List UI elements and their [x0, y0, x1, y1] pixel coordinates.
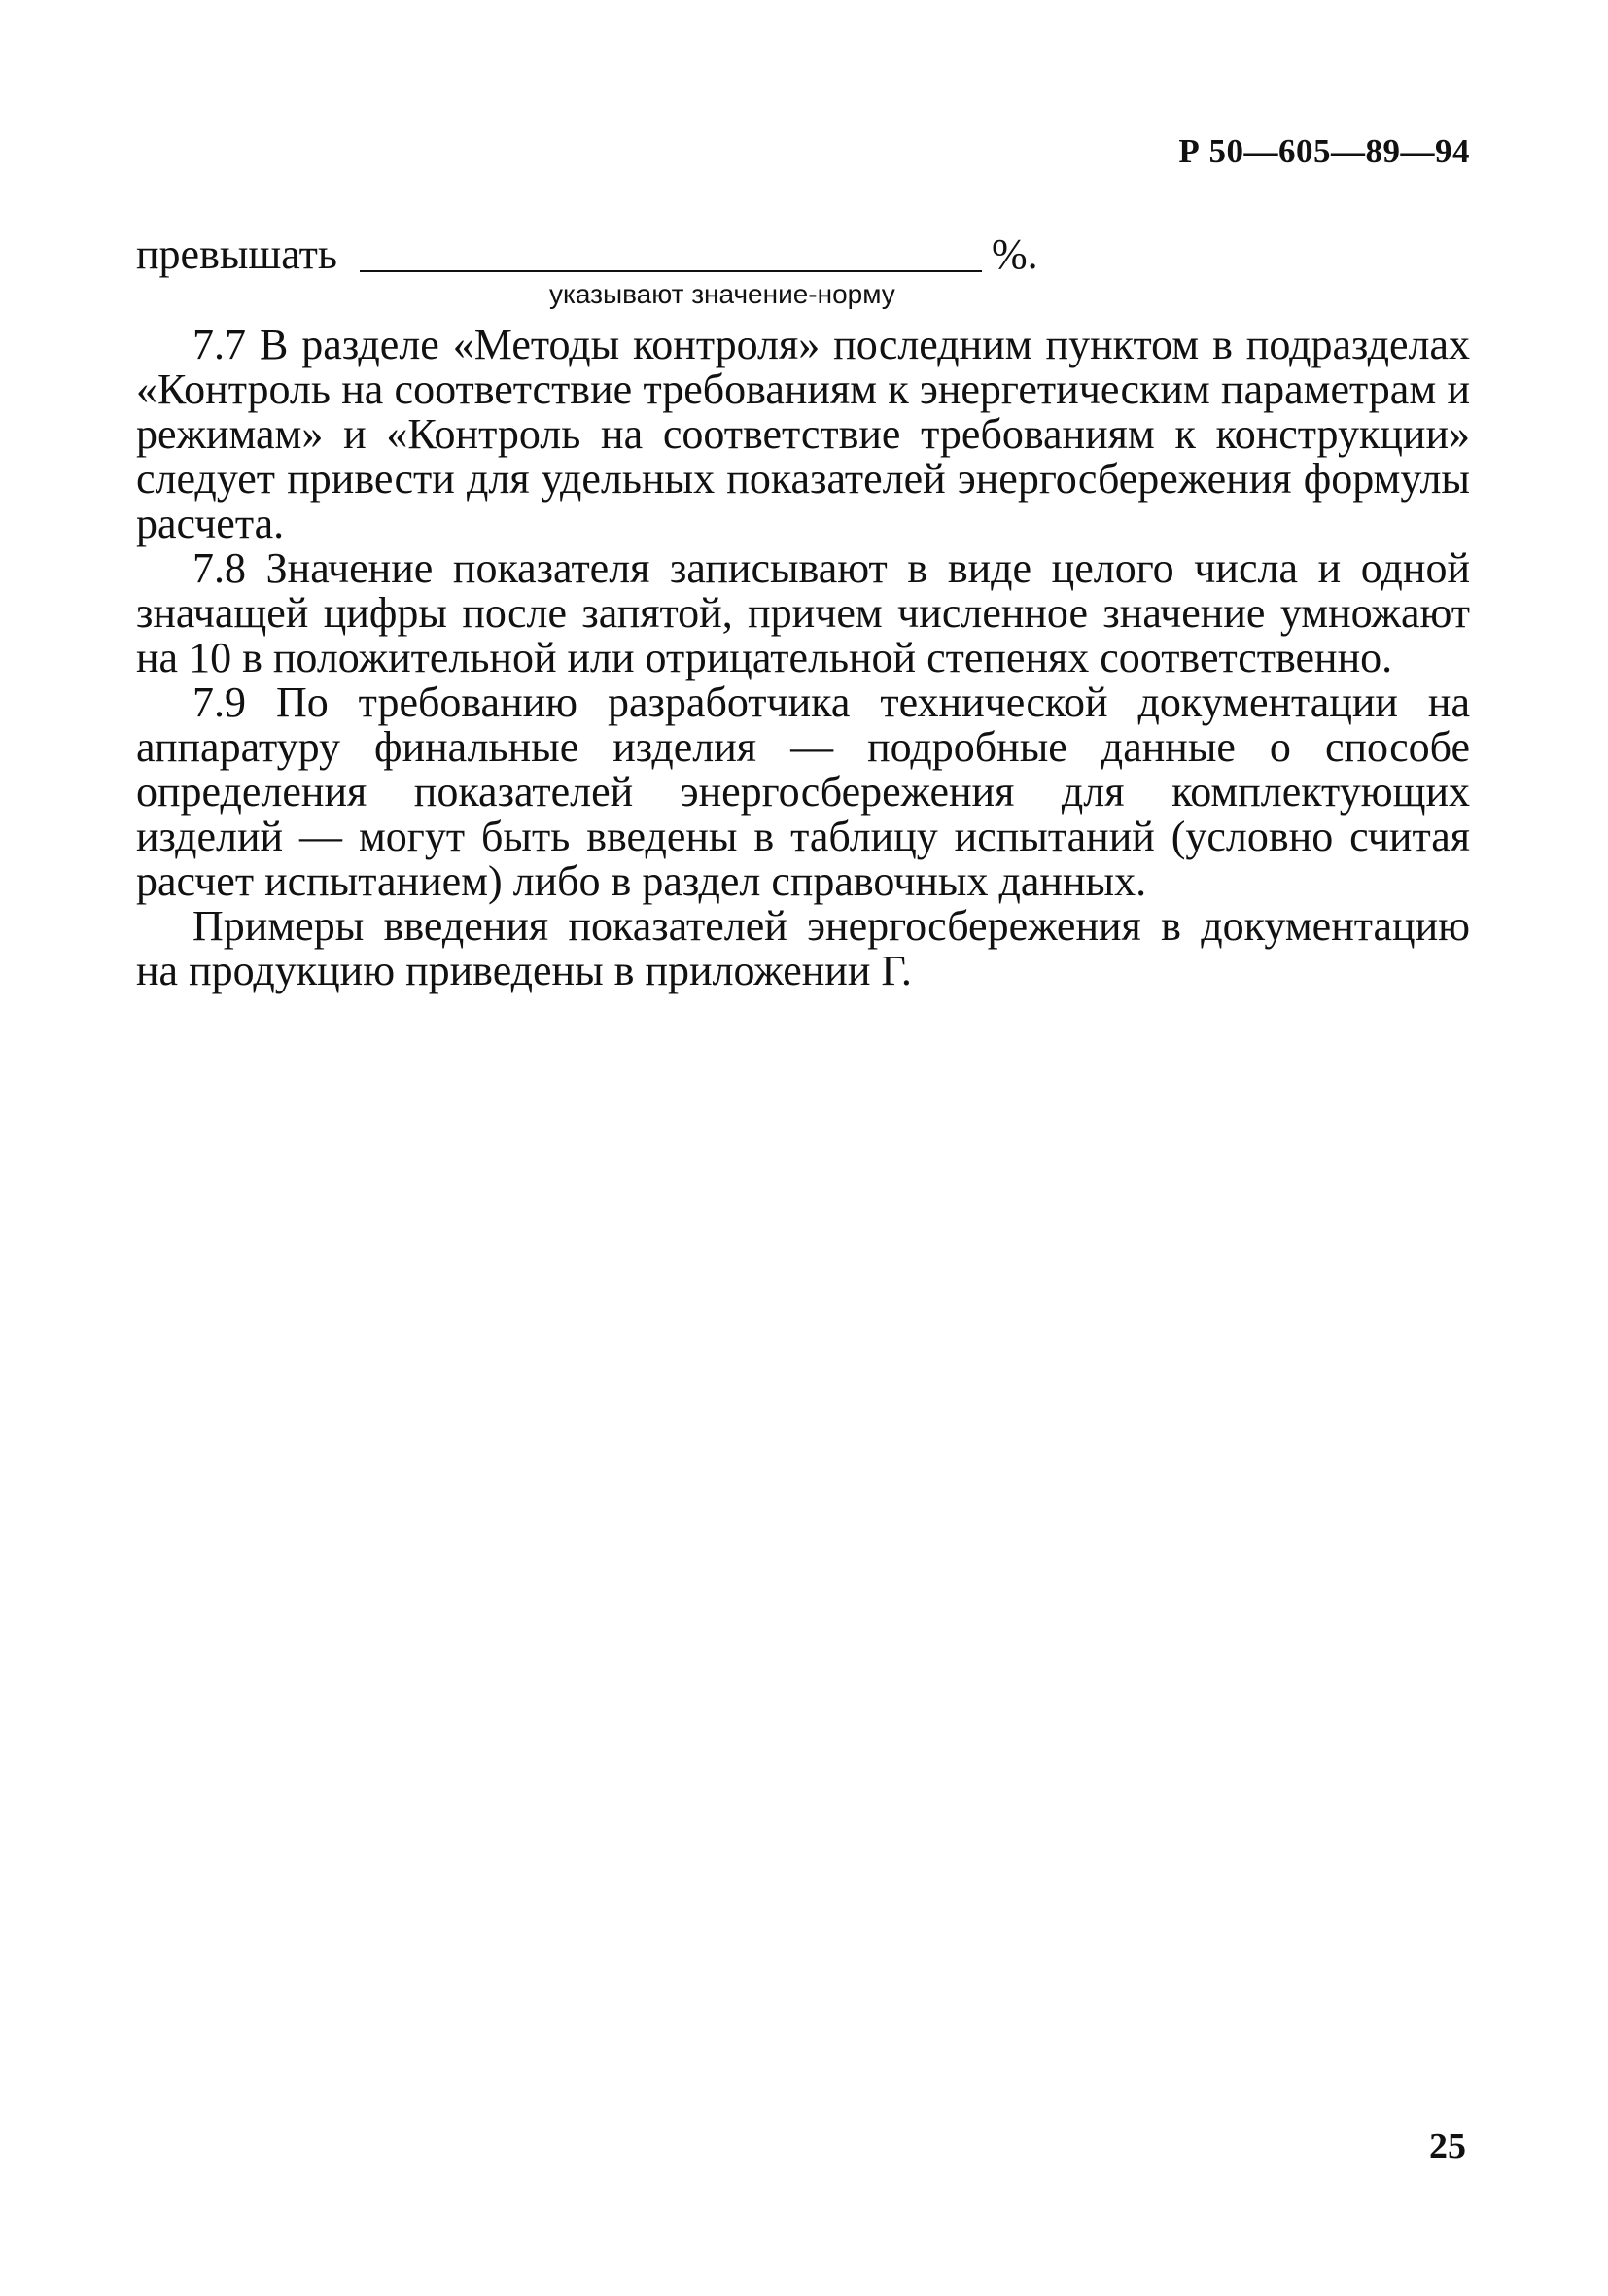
fill-in-unit: %. [992, 230, 1038, 278]
body-text [136, 323, 1470, 993]
page-number: 25 [1429, 2126, 1466, 2167]
paragraph-7-7: 7.7 В разделе «Методы контроля» последним пунктом в подразделах «Контроль на соответствие требованиям к энергетическим параметрам и режимам» и «Контроль на соответствие требованиям к конструкции» следует привести для удельных показателей энергосбережения формулы расчета. [136, 321, 1470, 547]
fill-in-word: превышать [136, 230, 337, 278]
fill-in-blank-line [360, 270, 982, 272]
paragraph-examples: Примеры введения показателей энергосбережения в документацию на продукцию приведены в приложении Г. [136, 902, 1470, 994]
paragraph-7-8: 7.8 Значение показателя записывают в виде целого числа и одной значащей цифры после запятой, причем численное значение умножают на 10 в положительной или отрицательной степенях соответственно. [136, 544, 1470, 681]
document-code: Р 50—605—89—94 [1178, 132, 1470, 170]
fill-in-field [136, 227, 1108, 309]
paragraph-7-9: 7.9 По требованию разработчика технической документации на аппаратуру финальные изделия — подробные данные о способе определения показателей энергосбережения для комплектующих изделий — могут быть введены в таблицу испытаний (условно считая расчет испытанием) либо в раздел справочных данных. [136, 678, 1470, 905]
fill-in-caption: указывают значение-норму [549, 279, 895, 309]
